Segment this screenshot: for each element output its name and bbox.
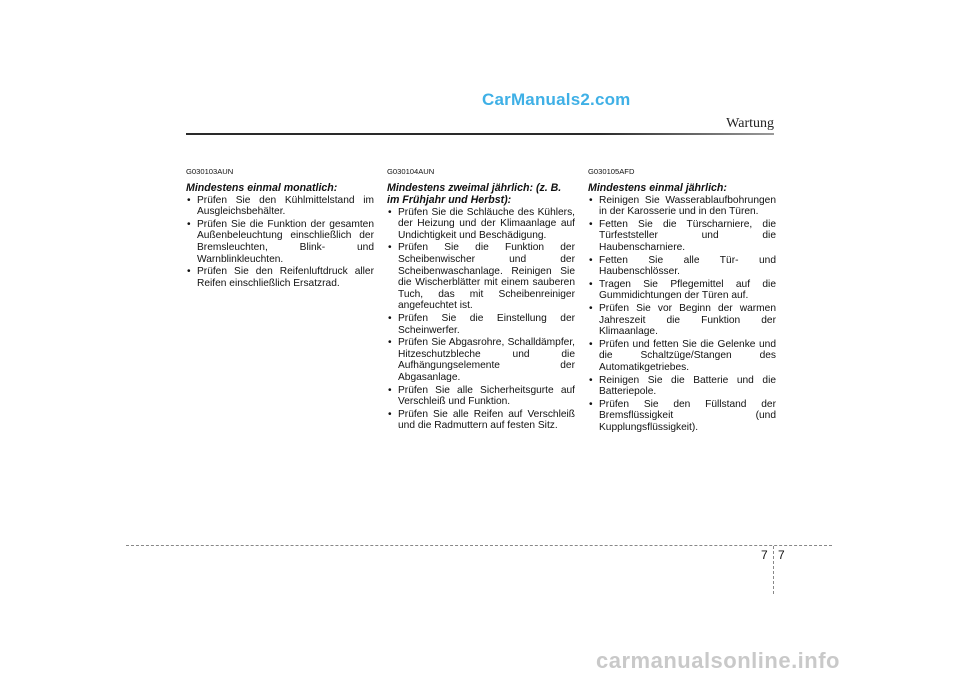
list-item: • Reinigen Sie die Batterie und die Batteriepole. bbox=[588, 375, 776, 398]
list-item: • Prüfen Sie alle Sicherheitsgurte auf Verschleiß und Funktion. bbox=[387, 385, 575, 408]
header-rule bbox=[186, 133, 774, 135]
section-code: G030105AFD bbox=[588, 167, 635, 176]
list-item: • Reinigen Sie Wasserablaufbohrungen in der Karosserie und in den Türen. bbox=[588, 195, 776, 218]
list-item: • Prüfen Sie die Schläuche des Kühlers, der Heizung und der Klimaanlage auf Undichtigkeit und Beschädigung. bbox=[387, 207, 575, 242]
watermark-top: CarManuals2.com bbox=[482, 90, 631, 109]
column-yearly bbox=[588, 166, 776, 434]
list-item: • Fetten Sie die Türscharniere, die Türfeststeller und die Haubenscharniere. bbox=[588, 219, 776, 254]
list-item: • Prüfen Sie die Einstellung der Scheinwerfer. bbox=[387, 313, 575, 336]
list-item: • Prüfen und fetten Sie die Gelenke und die Schaltzüge/Stangen des Automatikgetriebes. bbox=[588, 339, 776, 374]
checklist bbox=[186, 195, 374, 290]
page-divider bbox=[773, 546, 774, 594]
list-item: • Fetten Sie alle Tür- und Haubenschlösser. bbox=[588, 255, 776, 278]
list-item: • Prüfen Sie Abgasrohre, Schalldämpfer, Hitzeschutzbleche und die Aufhängungselemente der Abgasanlage. bbox=[387, 337, 575, 383]
section-title: Wartung bbox=[726, 116, 774, 131]
section-heading: Mindestens zweimal jährlich: (z. B. im Frühjahr und Herbst): bbox=[387, 181, 562, 206]
section-code: G030104AUN bbox=[387, 167, 435, 176]
list-item: • Tragen Sie Pflegemittel auf die Gummidichtungen der Türen auf. bbox=[588, 279, 776, 302]
column-monthly bbox=[186, 166, 374, 290]
list-item: • Prüfen Sie die Funktion der Scheibenwischer und der Scheibenwaschanlage. Reinigen Sie die Wischerblätter mit einem sauberen Tuch, das mit Scheibenreiniger angefeuchtet ist. bbox=[387, 242, 575, 312]
chapter-number: 7 bbox=[761, 548, 768, 562]
footer-rule bbox=[126, 545, 832, 546]
section-heading: Mindestens einmal monatlich: bbox=[186, 181, 338, 194]
list-item: • Prüfen Sie die Funktion der gesamten Außenbeleuchtung einschließlich der Bremsleuchten, Blink- und Warnblinkleuchten. bbox=[186, 219, 374, 265]
list-item: • Prüfen Sie den Kühlmittelstand im Ausgleichsbehälter. bbox=[186, 195, 374, 218]
checklist bbox=[387, 207, 575, 432]
watermark-bottom: carmanualsonline.info bbox=[596, 648, 840, 673]
section-heading: Mindestens einmal jährlich: bbox=[588, 181, 727, 194]
list-item: • Prüfen Sie alle Reifen auf Verschleiß und die Radmuttern auf festen Sitz. bbox=[387, 409, 575, 432]
checklist bbox=[588, 195, 776, 434]
list-item: • Prüfen Sie vor Beginn der warmen Jahreszeit die Funktion der Klimaanlage. bbox=[588, 303, 776, 338]
section-code: G030103AUN bbox=[186, 167, 234, 176]
page-number: 7 bbox=[778, 548, 785, 562]
list-item: • Prüfen Sie den Füllstand der Bremsflüssigkeit (und Kupplungsflüssigkeit). bbox=[588, 399, 776, 434]
list-item: • Prüfen Sie den Reifenluftdruck aller Reifen einschließlich Ersatzrad. bbox=[186, 266, 374, 289]
column-twice-yearly bbox=[387, 166, 575, 433]
